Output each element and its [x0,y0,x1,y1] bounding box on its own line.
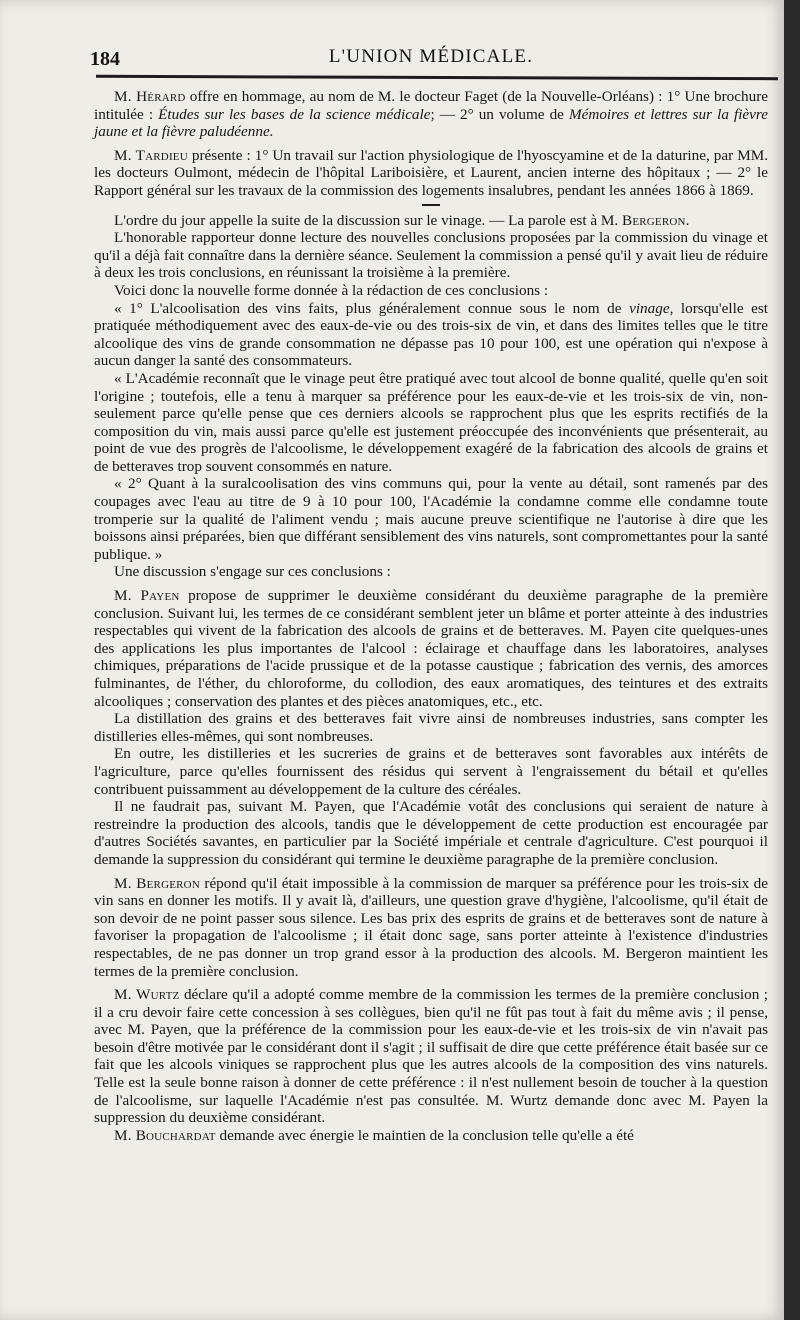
speaker-name: M. Tardieu [114,146,188,164]
paragraph-text: « 1° L'alcoolisation des vins faits, plus généralement connue sous le nom de [114,299,630,317]
emphasized-term: vinage [629,299,670,317]
running-title: L'UNION MÉDICALE. [328,46,534,67]
paragraph-herard [94,88,768,141]
paragraph-wurtz [94,986,768,1127]
paragraph-bouchardat [94,1127,768,1145]
paragraph-distillation: La distillation des grains et des betteraves fait vivre ainsi de nombreuses industries, sans compter les distilleries elles-mêmes, qui sont nombreuses. [94,710,768,745]
paragraph-text: déclare qu'il a adopté comme membre de la commission les termes de la première conclusion ; il a cru devoir faire cette concession à ses collègues, bien qu'il ne fût pas tout à fait du même avis ; il pense, avec M. Payen, que la préférence de la commission pour les eaux-de-vie et les trois-six de vin n'avait pas besoin d'être motivée par le considérant dont il s'agit ; il suffisait de dire que cette préférence était basée sur ce fait que les alcools viniques se rapprochent plus que les autres alcools de la composition des vins naturels. Telle est la seule bonne raison à donner de cette préférence : il n'est nullement besoin de toucher à la question de l'alcoolisme, sur laquelle l'Académie n'est pas consultée. M. Wurtz demande donc avec M. Payen la suppression du deuxième considérant. [94,986,768,1127]
article-body [94,88,768,1144]
speaker-name: M. Hérard [114,88,186,105]
page-header [90,44,772,72]
paragraph-text: , lorsqu'elle est pratiquée méthodiquement avec des eaux-de-vie ou des trois-six de vin, et dans des limites telles que le titre alcoolique des vins de grande consommation ne dépasse pas 10 pour 100, est une opération qui n'expose à aucun danger la santé des consommateurs. [94,299,768,370]
paragraph-text: ; — 2° un volume de [430,105,569,123]
paragraph-text: propose de supprimer le deuxième considérant du deuxième paragraphe de la première conclusion. Suivant lui, les termes de ce considérant semblent jeter un blâme et porter atteinte à des industries respectables qui vivent de la fabrication des alcools de grains et de betteraves. M. Payen cite quelques-unes des applications les plus importantes de l'alcool : éclairage et chauffage dans les laboratoires, analyses chimiques, préparations de l'acide prussique et de la potasse caustique ; fabrication des vernis, des amorces fulminantes, de l'éther, du chloroforme, du collodion, des eaux aromatiques, des teintures et des extraits alcooliques ; conservation des plantes et des pièces anatomiques, etc., etc. [94,587,768,710]
paragraph-text: offre en hommage, au nom de M. le docteur Faget (de la Nouvelle-Orléans) : 1° Une brochure intitulée : [94,88,768,123]
speaker-name: M. Bergeron [114,874,200,892]
paragraph-text: présente : 1° Un travail sur l'action physiologique de l'hyoscyamine et de la daturine, par MM. les docteurs Oulmont, médecin de l'hôpital Lariboisière, et Laurent, ancien interne des hôpitaux ; — 2° le Rapport général sur les travaux de la commission des logements insalubres, pendant les années 1866 à 1869. [94,146,768,199]
paragraph-tardieu [94,147,768,200]
speaker-name: Bergeron. [622,211,690,229]
book-title: Études sur les bases de la science médicale [158,105,431,123]
paragraph-conclusion-1 [94,300,768,370]
paragraph-discussion: Une discussion s'engage sur ces conclusions : [114,563,391,581]
page-number: 184 [90,48,120,70]
paragraph-text: demande avec énergie le maintien de la conclusion telle qu'elle a été [215,1126,634,1144]
paragraph-academie: « L'Académie reconnaît que le vinage peut être pratiqué avec tout alcool de bonne qualité, quelle qu'en soit l'origine ; toutefois, elle a tenu à marquer sa préférence pour les eaux-de-vie et les trois-six de vin, non-seulement parce qu'elle pense que ces derniers alcools se rapprochent plus que les esprits rectifiés de la composition du vin, mais aussi parce qu'elle est justement préoccupée des inconvénients que présenterait, au point de vue des progrès de l'alcoolisme, le développement exagéré de la fabrication des alcools de grains et de betteraves trop souvent consommés en nature. [94,369,768,475]
paragraph-il-ne-faudrait: Il ne faudrait pas, suivant M. Payen, que l'Académie votât des conclusions qui seraient de nature à restreindre la production des alcools, tandis que le développement de cette production est encouragée par d'autres Sociétés savantes, en particulier par la Société impériale et centrale d'agriculture. C'est pourquoi il demande la suppression du considérant qui termine le deuxième paragraphe de la première conclusion. [94,798,768,868]
paragraph-order-of-day [94,212,768,230]
paragraph-text: répond qu'il était impossible à la commission de marquer sa préférence pour les trois-six de vin sans en donner les motifs. Il y avait là, d'ailleurs, une question grave d'hygiène, l'alcoolisme, qu'il était de son devoir de ne point passer sous silence. Les bas prix des esprits de grains et de betteraves sont de nature à favoriser la propagation de l'alcoolisme ; il était donc sage, sans porter atteinte à l'existence d'industries respectables, de ne pas donner un trop grand essor à la production des alcools. M. Bergeron maintient les termes de la première conclusion. [94,874,769,980]
header-rule [96,75,778,80]
speaker-name: M. Wurtz [114,986,180,1004]
speaker-name: M. Bouchardat [114,1126,216,1144]
book-title: Mémoires et lettres sur la fièvre jaune et la fièvre paludéenne. [94,105,768,141]
paragraph-payen [94,587,768,710]
paragraph-conclusion-2: « 2° Quant à la suralcoolisation des vins communs qui, pour la vente au détail, sont ramenés par des coupages avec l'eau au titre de 9 à 10 pour 100, l'Académie la condamne comme elle condamne toute tromperie sur la qualité de l'aliment vendu ; mais aucune preuve scientifique ne l'autorise à dire que les boissons ainsi préparées, bien que différant sensiblement des vins naturels, sont compromettantes pour la santé publique. » [94,475,768,563]
section-dash [422,204,440,206]
paragraph-rapporteur: L'honorable rapporteur donne lecture des nouvelles conclusions proposées par la commission du vinage et qu'il a déjà fait connaître dans la dernière séance. Seulement la commission a pensé qu'il y avait lieu de réduire à deux les trois conclusions, en réunissant la troisième à la première. [94,229,768,282]
speaker-name: M. Payen [114,587,180,605]
paragraph-text: L'ordre du jour appelle la suite de la discussion sur le vinage. — La parole est à M. [114,211,622,229]
paragraph-en-outre: En outre, les distilleries et les sucreries de grains et de betteraves sont favorables aux intérêts de l'agriculture, parce qu'elles fournissent des résidus qui servent à l'engraissement du bétail et qu'elles contribuent puissamment au développement de la culture des céréales. [94,745,768,798]
paragraph-bergeron [94,875,768,981]
paragraph-new-form: Voici donc la nouvelle forme donnée à la rédaction de ces conclusions : [114,281,549,299]
